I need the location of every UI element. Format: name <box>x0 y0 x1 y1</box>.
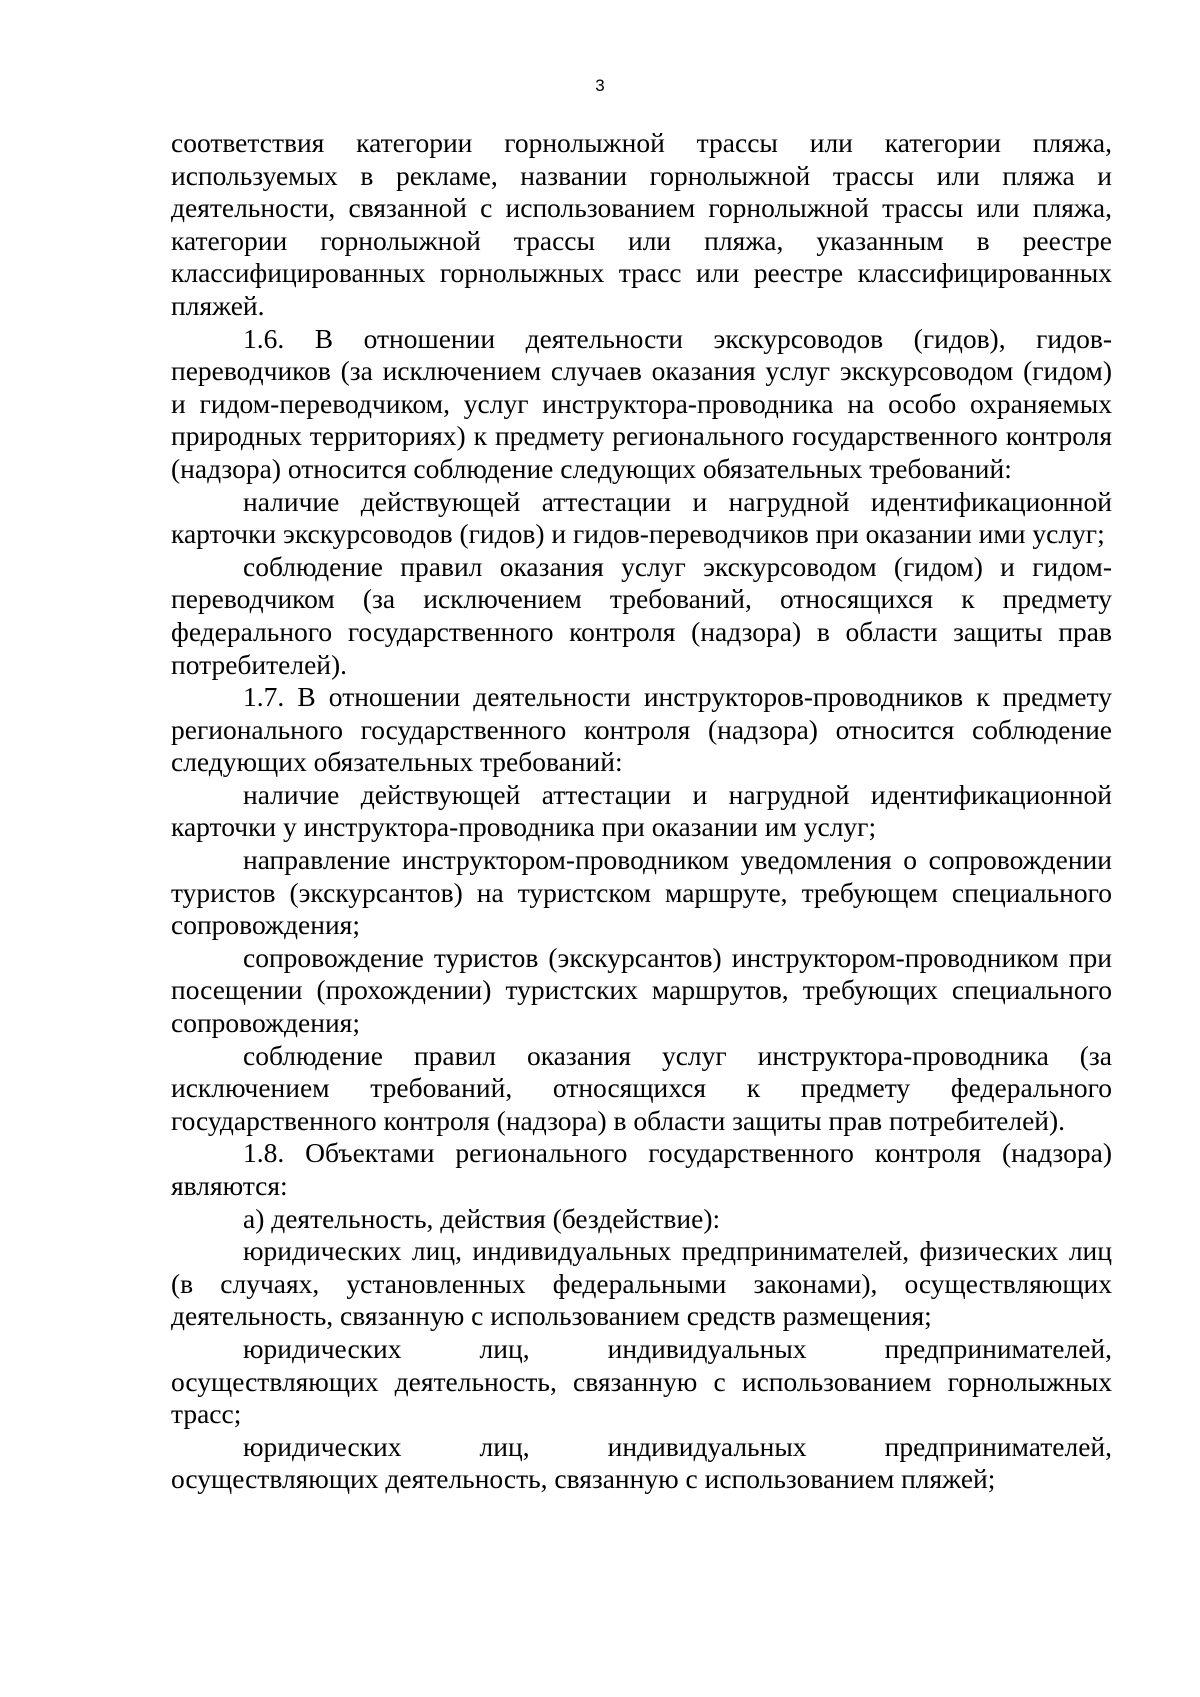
paragraph-instructor-attestation: наличие действующей аттестации и нагрудной идентификационной карточки у инструктора-проводника при оказании им услуг; <box>171 778 1112 843</box>
paragraph-instructor-escort: сопровождение туристов (экскурсантов) инструктором-проводником при посещении (прохождении) туристских маршрутов, требующих специального сопровождения; <box>171 941 1112 1039</box>
paragraph-continuation: соответствия категории горнолыжной трассы или категории пляжа, используемых в рекламе, названии горнолыжной трассы или пляжа и деятельности, связанной с использованием горнолыжной трассы или пляжа, категории горнолыжной трассы или пляжа, указанным в реестре классифицированных горнолыжных трасс или реестре классифицированных пляжей. <box>171 127 1112 321</box>
page-number: 3 <box>595 76 605 95</box>
paragraph-accommodation: юридических лиц, индивидуальных предпринимателей, физических лиц (в случаях, установленных федеральными законами), осуществляющих деятельность, связанную с использованием средств размещения; <box>171 1235 1112 1332</box>
paragraph-1-7: 1.7. В отношении деятельности инструкторов-проводников к предмету регионального государственного контроля (надзора) относится соблюдение следующих обязательных требований: <box>171 681 1112 778</box>
paragraph-item-a: а) деятельность, действия (бездействие): <box>243 1202 721 1234</box>
paragraph-1-6: 1.6. В отношении деятельности экскурсоводов (гидов), гидов-переводчиков (за исключением случаев оказания услуг экскурсоводом (гидом) и гидом-переводчиком, услуг инструктора-проводника на особо охраняемых природных территориях) к предмету регионального государственного контроля (надзора) относится соблюдение следующих обязательных требований: <box>171 322 1112 484</box>
paragraph-beaches: юридических лиц, индивидуальных предпринимателей, осуществляющих деятельность, связанную с использованием пляжей; <box>171 1430 1112 1495</box>
paragraph-1-8: 1.8. Объектами регионального государственного контроля (надзора) являются: <box>171 1137 1112 1201</box>
paragraph-instructor-notification: направление инструктором-проводником уведомления о сопровождении туристов (экскурсантов) на туристском маршруте, требующем специального сопровождения; <box>171 844 1112 941</box>
paragraph-guide-attestation: наличие действующей аттестации и нагрудной идентификационной карточки экскурсоводов (гидов) и гидов-переводчиков при оказании ими услуг; <box>171 485 1112 550</box>
paragraph-ski-slopes: юридических лиц, индивидуальных предпринимателей, осуществляющих деятельность, связанную с использованием горнолыжных трасс; <box>171 1332 1112 1430</box>
paragraph-instructor-rules: соблюдение правил оказания услуг инструктора-проводника (за исключением требований, относящихся к предмету федерального государственного контроля (надзора) в области защиты прав потребителей). <box>171 1039 1112 1136</box>
paragraph-guide-rules: соблюдение правил оказания услуг экскурсоводом (гидом) и гидом-переводчиком (за исключением требований, относящихся к предмету федерального государственного контроля (надзора) в области защиты прав потребителей). <box>171 550 1112 680</box>
document-body <box>171 127 1112 1496</box>
